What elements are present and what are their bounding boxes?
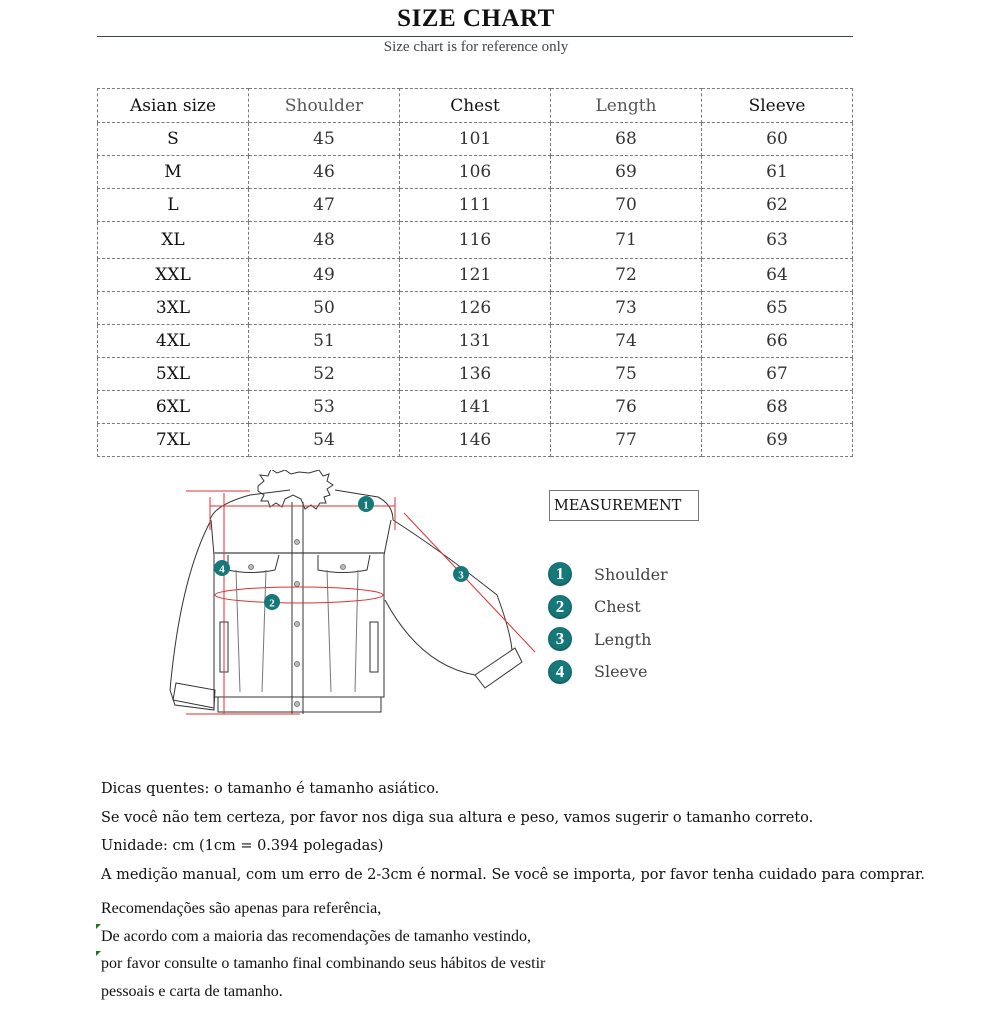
svg-text:1: 1 (363, 499, 369, 512)
number-3-icon: 3 (548, 627, 572, 651)
table-row (98, 222, 853, 259)
legend-label: Sleeve (594, 662, 648, 682)
measurement-cell: 68 (702, 391, 853, 424)
measurement-cell: 69 (702, 424, 853, 457)
table-row (98, 424, 853, 457)
column-header-shoulder: Shoulder (249, 89, 400, 123)
legend-label: Length (594, 629, 652, 649)
size-cell: 6XL (98, 391, 249, 424)
measurement-cell: 136 (400, 358, 551, 391)
number-2-icon: 2 (548, 595, 572, 619)
measurement-cell: 45 (249, 123, 400, 156)
size-cell: 5XL (98, 358, 249, 391)
table-row (98, 325, 853, 358)
size-cell: XL (98, 222, 249, 259)
recommendation-line: por favor consulte o tamanho final combinando seus hábitos de vestir (101, 955, 545, 983)
measurement-cell: 68 (551, 123, 702, 156)
number-4-icon: 4 (548, 660, 572, 684)
legend-label: Shoulder (594, 564, 668, 584)
measurement-cell: 52 (249, 358, 400, 391)
measurement-heading: MEASUREMENT (549, 490, 699, 521)
measurement-cell: 67 (702, 358, 853, 391)
size-cell: XXL (98, 259, 249, 292)
number-1-icon: 1 (548, 562, 572, 586)
size-cell: S (98, 123, 249, 156)
collar-icon (258, 470, 333, 509)
measurement-cell: 51 (249, 325, 400, 358)
measurement-legend (548, 558, 668, 688)
legend-item-shoulder (548, 558, 668, 591)
table-row (98, 189, 853, 222)
measurement-cell: 101 (400, 123, 551, 156)
measurement-cell: 50 (249, 292, 400, 325)
legend-item-length (548, 623, 668, 656)
measurement-cell: 66 (702, 325, 853, 358)
legend-item-sleeve (548, 656, 668, 689)
measurement-cell: 48 (249, 222, 400, 259)
svg-text:4: 4 (219, 563, 225, 576)
measurement-cell: 77 (551, 424, 702, 457)
measurement-cell: 131 (400, 325, 551, 358)
size-cell: 7XL (98, 424, 249, 457)
table-row (98, 156, 853, 189)
measurement-cell: 46 (249, 156, 400, 189)
measurement-cell: 141 (400, 391, 551, 424)
measurement-cell: 146 (400, 424, 551, 457)
column-header-sleeve: Sleeve (702, 89, 853, 123)
page-title: SIZE CHART (397, 5, 555, 32)
recommendation-notes (101, 900, 545, 1010)
measurement-cell: 76 (551, 391, 702, 424)
size-cell: L (98, 189, 249, 222)
measurement-cell: 53 (249, 391, 400, 424)
measurement-cell: 61 (702, 156, 853, 189)
note-line: A medição manual, com um erro de 2-3cm é normal. Se você se importa, por favor tenha cuidado para comprar. (101, 866, 925, 883)
jacket-diagram (160, 470, 540, 730)
recommendation-line: pessoais e carta de tamanho. (101, 982, 283, 1000)
size-cell: M (98, 156, 249, 189)
column-header-chest: Chest (400, 89, 551, 123)
table-row (98, 358, 853, 391)
measurement-cell: 65 (702, 292, 853, 325)
table-header-row (98, 89, 853, 123)
measurement-cell: 47 (249, 189, 400, 222)
svg-text:3: 3 (458, 569, 464, 582)
measurement-cell: 74 (551, 325, 702, 358)
measurement-cell: 71 (551, 222, 702, 259)
note-line: Unidade: cm (1cm = 0.394 polegadas) (101, 838, 384, 854)
size-table (97, 88, 853, 457)
measurement-cell: 75 (551, 358, 702, 391)
note-line: Dicas quentes: o tamanho é tamanho asiático. (101, 781, 440, 797)
title-divider (97, 36, 853, 37)
measurement-cell: 54 (249, 424, 400, 457)
measurement-cell: 64 (702, 259, 853, 292)
recommendation-line: Recomendações são apenas para referência, (101, 900, 382, 917)
measurement-cell: 116 (400, 222, 551, 259)
measurement-cell: 106 (400, 156, 551, 189)
note-line: Se você não tem certeza, por favor nos diga sua altura e peso, vamos sugerir o tamanho correto. (101, 809, 814, 826)
measurement-cell: 63 (702, 222, 853, 259)
column-header-size: Asian size (98, 89, 249, 123)
table-row (98, 292, 853, 325)
measurement-cell: 73 (551, 292, 702, 325)
size-cell: 4XL (98, 325, 249, 358)
measurement-lines (186, 491, 535, 714)
measurement-cell: 72 (551, 259, 702, 292)
table-row (98, 391, 853, 424)
measurement-cell: 49 (249, 259, 400, 292)
measurement-cell: 70 (551, 189, 702, 222)
legend-label: Chest (594, 597, 641, 617)
measurement-cell: 60 (702, 123, 853, 156)
page-subtitle: Size chart is for reference only (383, 39, 569, 55)
measurement-cell: 126 (400, 292, 551, 325)
recommendation-line: De acordo com a maioria das recomendações de tamanho vestindo, (101, 928, 545, 956)
measurement-cell: 111 (400, 189, 551, 222)
svg-text:2: 2 (269, 597, 275, 610)
size-cell: 3XL (98, 292, 249, 325)
measurement-cell: 121 (400, 259, 551, 292)
table-row (98, 123, 853, 156)
tick-mark-icon (96, 924, 101, 929)
legend-item-chest (548, 591, 668, 624)
measurement-cell: 69 (551, 156, 702, 189)
sizing-notes (101, 781, 925, 895)
column-header-length: Length (551, 89, 702, 123)
measurement-cell: 62 (702, 189, 853, 222)
tick-mark-icon (96, 951, 101, 956)
table-row (98, 259, 853, 292)
